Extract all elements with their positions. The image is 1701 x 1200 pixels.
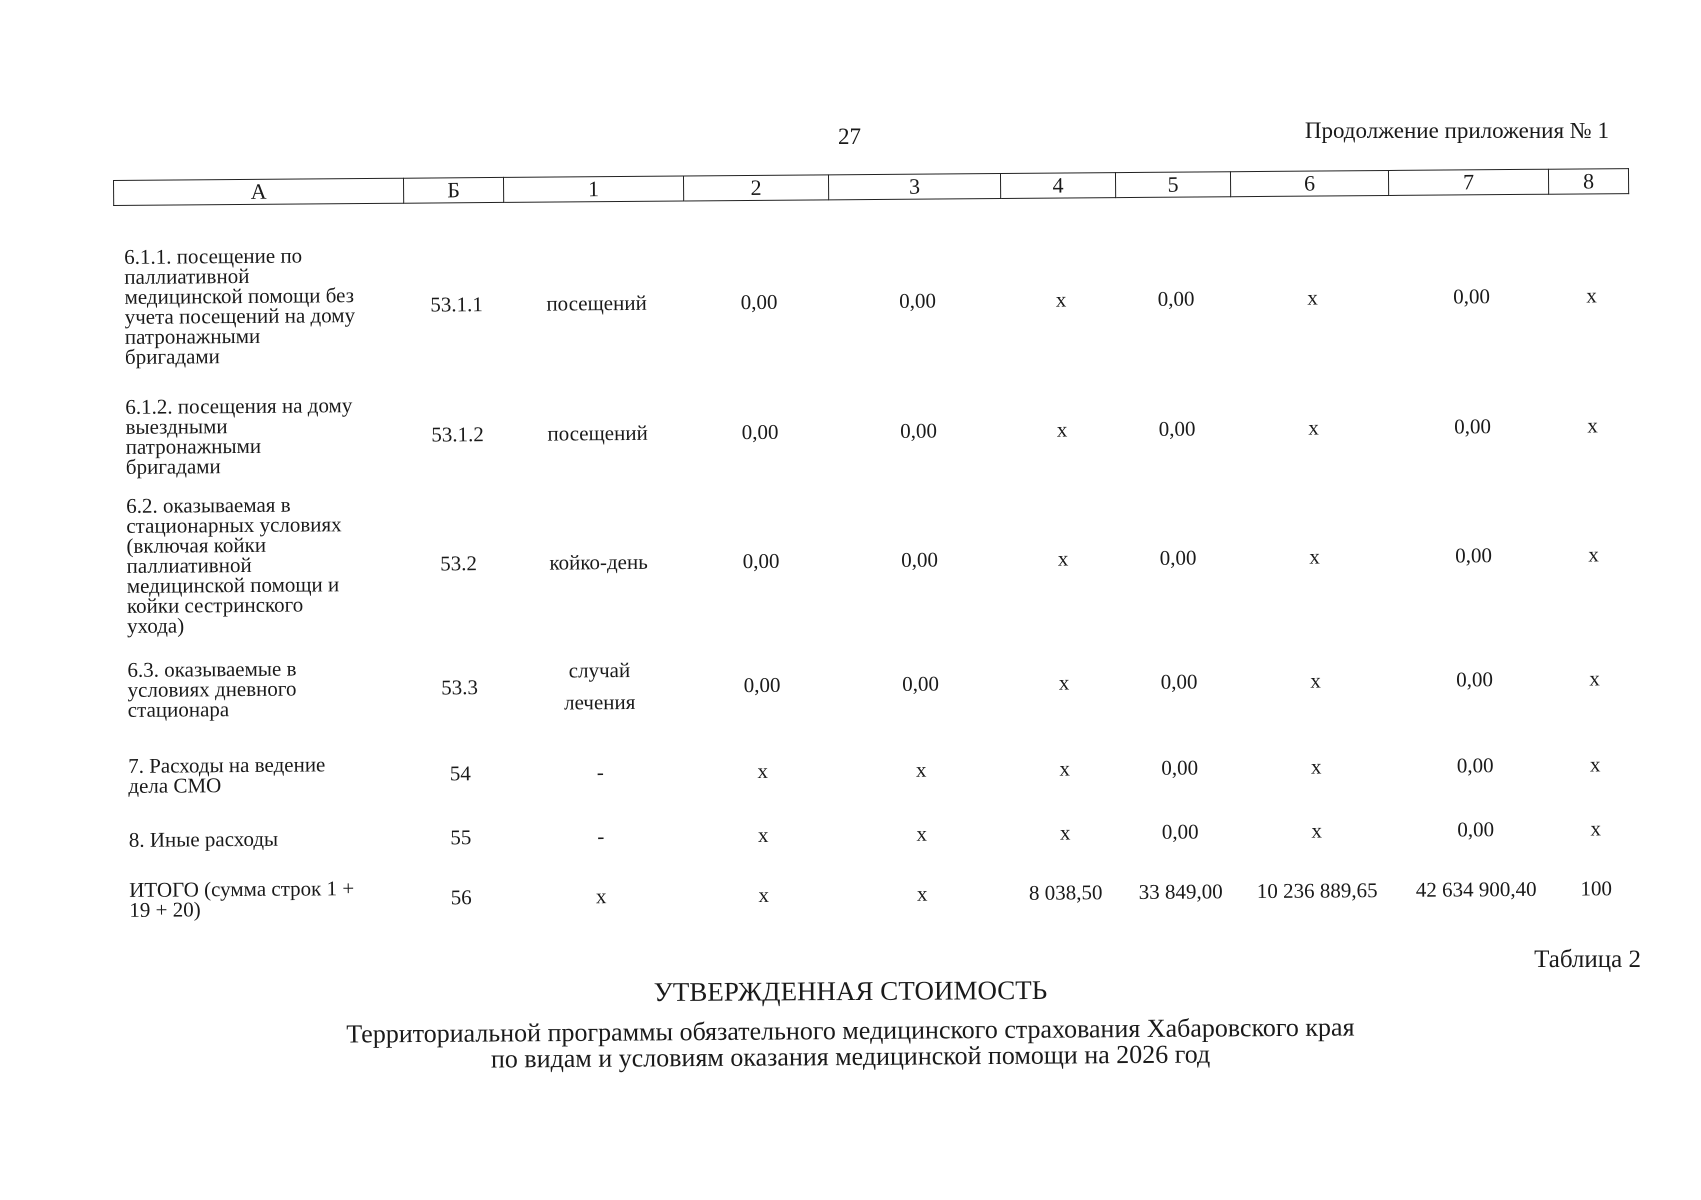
row-unit: х [595,884,607,909]
cell-col4: х [1059,820,1071,845]
cell-col3: х [916,881,928,906]
row-code: 53.1.1 [430,291,483,317]
column-header: 3 [828,174,1000,200]
row-code: 53.1.2 [431,421,484,447]
cell-col6: х [1311,818,1323,843]
cell-col2: 0,00 [741,419,779,444]
cell-col6: х [1309,544,1320,569]
row-name: 8. Иные расходы [128,826,279,852]
row-unit: случай лечения [563,657,636,715]
column-header: 2 [683,175,828,201]
cell-col8: х [1589,665,1600,690]
cell-col4: х [1058,670,1070,695]
table-row [120,728,1636,812]
row-name: 6.2. оказываемая в стационарных условиях (включая койки паллиативной медицинской помощи и койки сестринского ухода) [126,492,342,638]
section-subtitle [0,1012,1701,1076]
cell-col3: 0,00 [900,418,938,443]
cell-col3: 0,00 [901,547,939,572]
row-unit: койко-день [549,549,648,575]
column-header: Б [403,177,503,203]
column-header: 5 [1115,172,1230,198]
cell-col6: х [1310,754,1322,779]
cell-col6: х [1310,668,1321,693]
cell-col5: 33 849,00 [1138,878,1223,904]
row-code: 54 [449,760,471,785]
subtitle-line: Территориальной программы обязательного медицинского страхования Хабаровского края [346,1012,1355,1049]
cell-col2: 0,00 [742,548,780,573]
cell-col8: 100 [1580,875,1613,901]
row-name: 6.3. оказываемые в условиях дневного стационара [127,656,297,722]
cell-col5: 0,00 [1161,819,1199,844]
table-row [116,220,1632,382]
cell-col7: 0,00 [1456,666,1494,691]
column-header: 1 [503,176,683,202]
table-row [118,480,1634,640]
column-header: 4 [1000,173,1115,199]
column-header: 7 [1388,169,1548,195]
row-name: ИТОГО (сумма строк 1 + 19 + 20) [129,876,355,922]
column-header-row [114,169,1629,206]
cell-col5: 0,00 [1160,669,1198,694]
cell-col6: 10 236 889,65 [1256,877,1378,903]
row-unit: посещений [546,290,647,316]
cell-col5: 0,00 [1161,755,1199,780]
cell-col7: 42 634 900,40 [1415,876,1537,902]
cell-col3: 0,00 [902,671,940,696]
table-label: Таблица 2 [1534,946,1641,973]
cell-col7: 0,00 [1453,283,1491,308]
table-row [119,628,1635,740]
row-unit: - [597,824,605,849]
cell-col3: х [916,821,928,846]
cell-col8: х [1590,815,1602,840]
cell-col7: 0,00 [1457,816,1495,841]
cell-col2: х [757,758,769,783]
column-header: А [114,178,404,205]
cell-col7: 0,00 [1455,542,1493,567]
row-unit: посещений [547,420,648,446]
column-header-table [113,168,1629,206]
table-row [117,370,1633,492]
column-header: 8 [1548,169,1628,195]
section-title: УТВЕРЖДЕННАЯ СТОИМОСТЬ [653,974,1048,1008]
row-name: 6.1.1. посещение по паллиативной медицинской помощи без учета посещений на дому патронажными бригадами [124,243,356,369]
cell-col4: х [1056,417,1068,442]
cell-col8: х [1589,751,1601,776]
row-code: 55 [450,824,472,849]
cell-col8: х [1587,412,1598,437]
row-code: 53.3 [441,674,479,699]
table-row-total [121,856,1636,932]
cell-col4: 8 038,50 [1028,879,1103,905]
row-code: 53.2 [440,550,478,575]
subtitle-line: по видам и условиям оказания медицинской помощи на 2026 год [490,1039,1211,1074]
cell-col2: х [758,882,770,907]
cell-col2: 0,00 [740,289,778,314]
row-name: 7. Расходы на ведение дела СМО [128,752,326,798]
cell-col6: х [1308,415,1319,440]
cell-col6: х [1307,285,1318,310]
cell-col5: 0,00 [1159,545,1197,570]
cell-col3: х [915,757,927,782]
cell-col7: 0,00 [1456,752,1494,777]
data-table [116,220,1636,932]
row-name: 6.1.2. посещения на дому выездными патронажными бригадами [125,393,353,479]
column-header: 6 [1230,170,1388,196]
page-number: 27 [838,124,861,149]
cell-col5: 0,00 [1158,416,1196,441]
row-code: 56 [450,884,472,909]
cell-col8: х [1586,282,1597,307]
cell-col4: х [1055,287,1067,312]
row-unit: - [596,760,604,785]
cell-col8: х [1588,541,1599,566]
cell-col2: х [757,822,769,847]
cell-col4: х [1059,756,1071,781]
cell-col2: 0,00 [743,672,781,697]
cell-col7: 0,00 [1454,413,1492,438]
cell-col4: х [1057,546,1069,571]
cell-col3: 0,00 [899,288,937,313]
cell-col5: 0,00 [1157,286,1195,311]
continuation-note: Продолжение приложения № 1 [1304,118,1609,143]
